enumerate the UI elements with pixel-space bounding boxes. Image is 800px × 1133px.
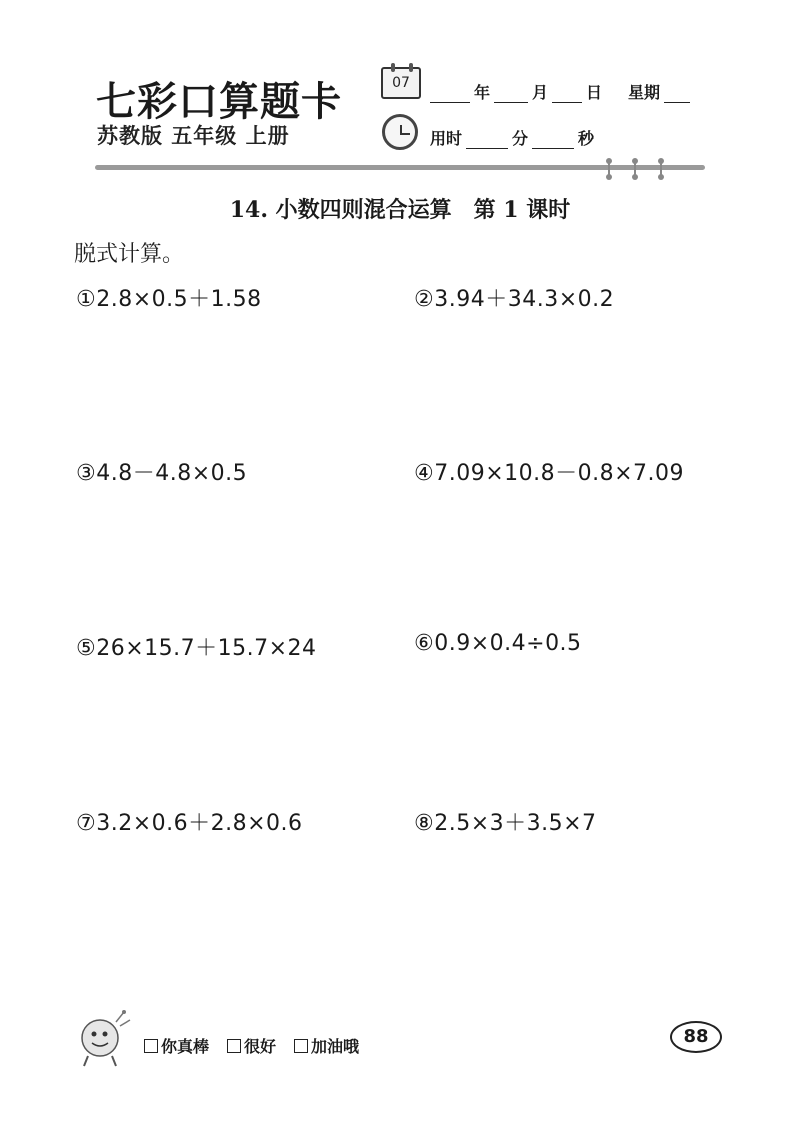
checkbox-icon[interactable] [294,1039,308,1053]
checkbox-icon[interactable] [227,1039,241,1053]
rating-options [144,1034,359,1057]
weekday-label: 星期 [628,83,661,102]
page-number: 88 [670,1021,722,1053]
time-fill-row [430,126,594,149]
problem-8: ⑧2.5×3＋3.5×7 [414,811,597,836]
day-label: 日 [586,83,603,102]
minute-label: 分 [512,129,529,148]
rating-label: 加油哦 [311,1037,360,1056]
weekday-blank[interactable] [664,88,690,103]
rating-good[interactable] [227,1034,276,1057]
binder-clip [658,158,664,180]
binder-clip [606,158,612,180]
calendar-number: 07 [392,75,410,91]
lesson-title: 14. 小数四则混合运算 第 1 课时 [229,197,571,223]
seconds-blank[interactable] [532,134,574,149]
minutes-blank[interactable] [466,134,508,149]
rating-keep-going[interactable] [294,1034,359,1057]
problem-1: ①2.8×0.5＋1.58 [76,287,262,312]
edition-label: 苏教版 五年级 上册 [97,124,290,148]
calendar-icon [381,67,421,99]
binder-clip [632,158,638,180]
problem-3: ③4.8－4.8×0.5 [76,461,248,486]
year-blank[interactable] [430,88,470,103]
year-label: 年 [474,83,491,102]
problem-6: ⑥0.9×0.4÷0.5 [414,631,582,656]
day-blank[interactable] [552,88,582,103]
header-divider [95,165,705,170]
rating-label: 很好 [244,1037,277,1056]
problem-5: ⑤26×15.7＋15.7×24 [76,636,317,661]
month-label: 月 [532,83,549,102]
month-blank[interactable] [494,88,528,103]
mascot-icon [72,1008,134,1070]
problem-7: ⑦3.2×0.6＋2.8×0.6 [76,811,303,836]
clock-icon [382,114,418,150]
brand-title: 七彩口算题卡 [96,79,342,125]
second-label: 秒 [578,129,595,148]
date-fill-row [430,80,690,103]
time-used-label: 用时 [430,129,463,148]
problem-2: ②3.94＋34.3×0.2 [414,287,615,312]
problem-4: ④7.09×10.8－0.8×7.09 [414,461,685,486]
instruction: 脱式计算。 [74,242,185,267]
rating-great[interactable] [144,1034,209,1057]
checkbox-icon[interactable] [144,1039,158,1053]
rating-label: 你真棒 [161,1037,210,1056]
